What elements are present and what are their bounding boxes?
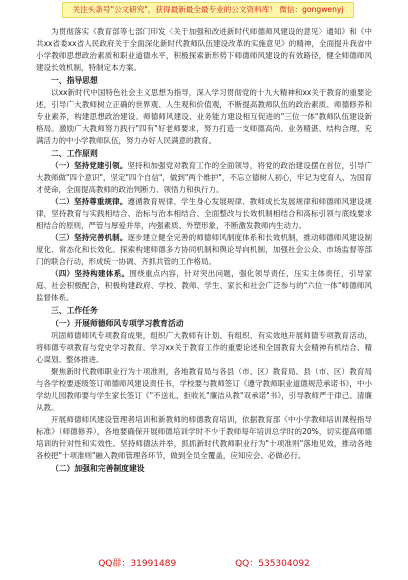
section-heading-guiding-ideology: 一、指导思想 xyxy=(51,76,98,85)
subsection-heading-system: （二）加强和完善制度建设 xyxy=(51,464,145,473)
principle-lead: （四）坚持构建体系。 xyxy=(51,269,130,278)
task-paragraph: 聚焦新时代教师职业行为十项准则，各地教育局与各县（市、区）教育局、县（市、区）教育局与各学校要逐级签订师德师风建设责任书，学校要与教师签订《遵守教师职业道德规范承诺书》，中小学幼儿园教师要与学生家长签订《"不送礼、拒收礼"廉洁从教"双承诺"书》，引导教师严于律己、清廉从教。 xyxy=(36,367,372,412)
principle-lead: （二）坚持尊重规律。 xyxy=(51,197,128,206)
footer-qq-group: QQ群：31991489 xyxy=(98,559,177,569)
section-heading-tasks: 三、工作任务 xyxy=(51,306,98,315)
guiding-ideology-paragraph: 以xx新时代中国特色社会主义思想为指导，深入学习贯彻党的十九大精神和xx关于教育的重要论述，引导广大教师树立正确的世界观、人生观和价值观，不断提高教师队伍的政治素质、师德修养和专业素养，构建思想政治建设、师德师风建设、业务能力建设相互促进的"三位一体"教师队伍建设新格局。激励广大教师努力践行"四有"好老师要求，努力打造一支师德高尚、业务精湛、结构合理、充满活力的中小学教师队伍，努力办好人民满意的教育。 xyxy=(36,88,372,145)
intro-paragraph: 为贯彻落实《教育部等七部门印发〈关于加强和改进新时代师德师风建设的意见〉通知》和《中共xx省委xx省人民政府关于全面深化新时代教师队伍建设改革的实施意见》的精神，全面提升我省中小学教师思想政治素质和职业道德水平，积极探索新形势下师德师风建设的有效路径，健全师德师风建设长效机制，特制定本方案。 xyxy=(36,27,372,72)
footer-qq: QQ：535304092 xyxy=(235,559,310,569)
page-footer xyxy=(0,556,408,572)
principle-paragraph xyxy=(36,196,372,232)
principle-paragraph xyxy=(36,232,372,268)
section-heading-principles: 二、工作原则 xyxy=(51,149,98,158)
document-body xyxy=(36,26,372,534)
task-paragraph: 开展师德师风建设管理者培训和新教师的师德教育培训，依据教育部《中小学教师培训课程指导标准》（师德修养），各地要确保开展师德培训学时不少于教师每年培训总学时的20%，切实提高师德培训的针对性和实效性。坚持师德法并举，抓抓新时代教师职业行为"十项准则"落地见效，推动各地各校把"十项准则"融入教师管理各环节，做到全员全覆盖，应知应会、必做必行。 xyxy=(36,415,372,460)
principle-paragraph xyxy=(36,160,372,196)
principle-lead: （一）坚持党建引领。 xyxy=(51,161,128,170)
subsection-heading-study: （一）开展师德师风专项学习教育活动 xyxy=(51,319,184,328)
principle-text: 遵循教育规律、学生身心发展规律、教师成长发展规律和师德师风建设规律，坚持教育与实践相结合、治标与治本相结合、全面整改与长效机制相结合和高标引领与底线要求相结合的原则，严管与厚爱并举，内强素质、外塑形象，不断激发教师内生动力。 xyxy=(36,197,372,230)
principle-text: 围绕重点内容，针对突出问题，强化领导责任，压实主体责任，引导家庭、社会积极配合，积极构建政府、学校、教师、学生、家长和社会广泛参与的"六位一体"师德师风监督体系。 xyxy=(36,269,372,302)
principle-text: 坚持和加强党对教育工作的全面领导，将党的政治建设摆在首位，引导广大教师做"四个意识"，坚定"四个自信"，做到"两个维护"，不忘立德树人初心，牢记为党育人、为国育才使命，全面提高教师的政治判断力、领悟力和执行力。 xyxy=(36,161,372,194)
principle-paragraph xyxy=(36,268,372,304)
principle-lead: （三）坚持完善机制。 xyxy=(51,233,128,242)
task-paragraph: 巩固师德师风专项教育成果，组织广大教师有计划、有组织、有实效地开展师德专项教育活动，将师德专项教育与党史学习教育、学习xx关于教育工作的重要论述和全国教育大会精神有机结合、精心谋划、整体推进。 xyxy=(36,331,372,364)
principle-text: 逐步建立健全完善的师德师风制度体系和长效机制，推动师德师风建设制度化、常态化和长效化。探索构建师德多方协同机制和舆论导向机制，加强社会公众、市场监督等部门的联合行动，形成统一协调、齐抓共管的工作格局。 xyxy=(36,233,372,266)
top-banner: 关注头条号"公文研究"，获得最新最全最专业的公文资料库！ 微信：gongwenyj xyxy=(62,2,354,18)
